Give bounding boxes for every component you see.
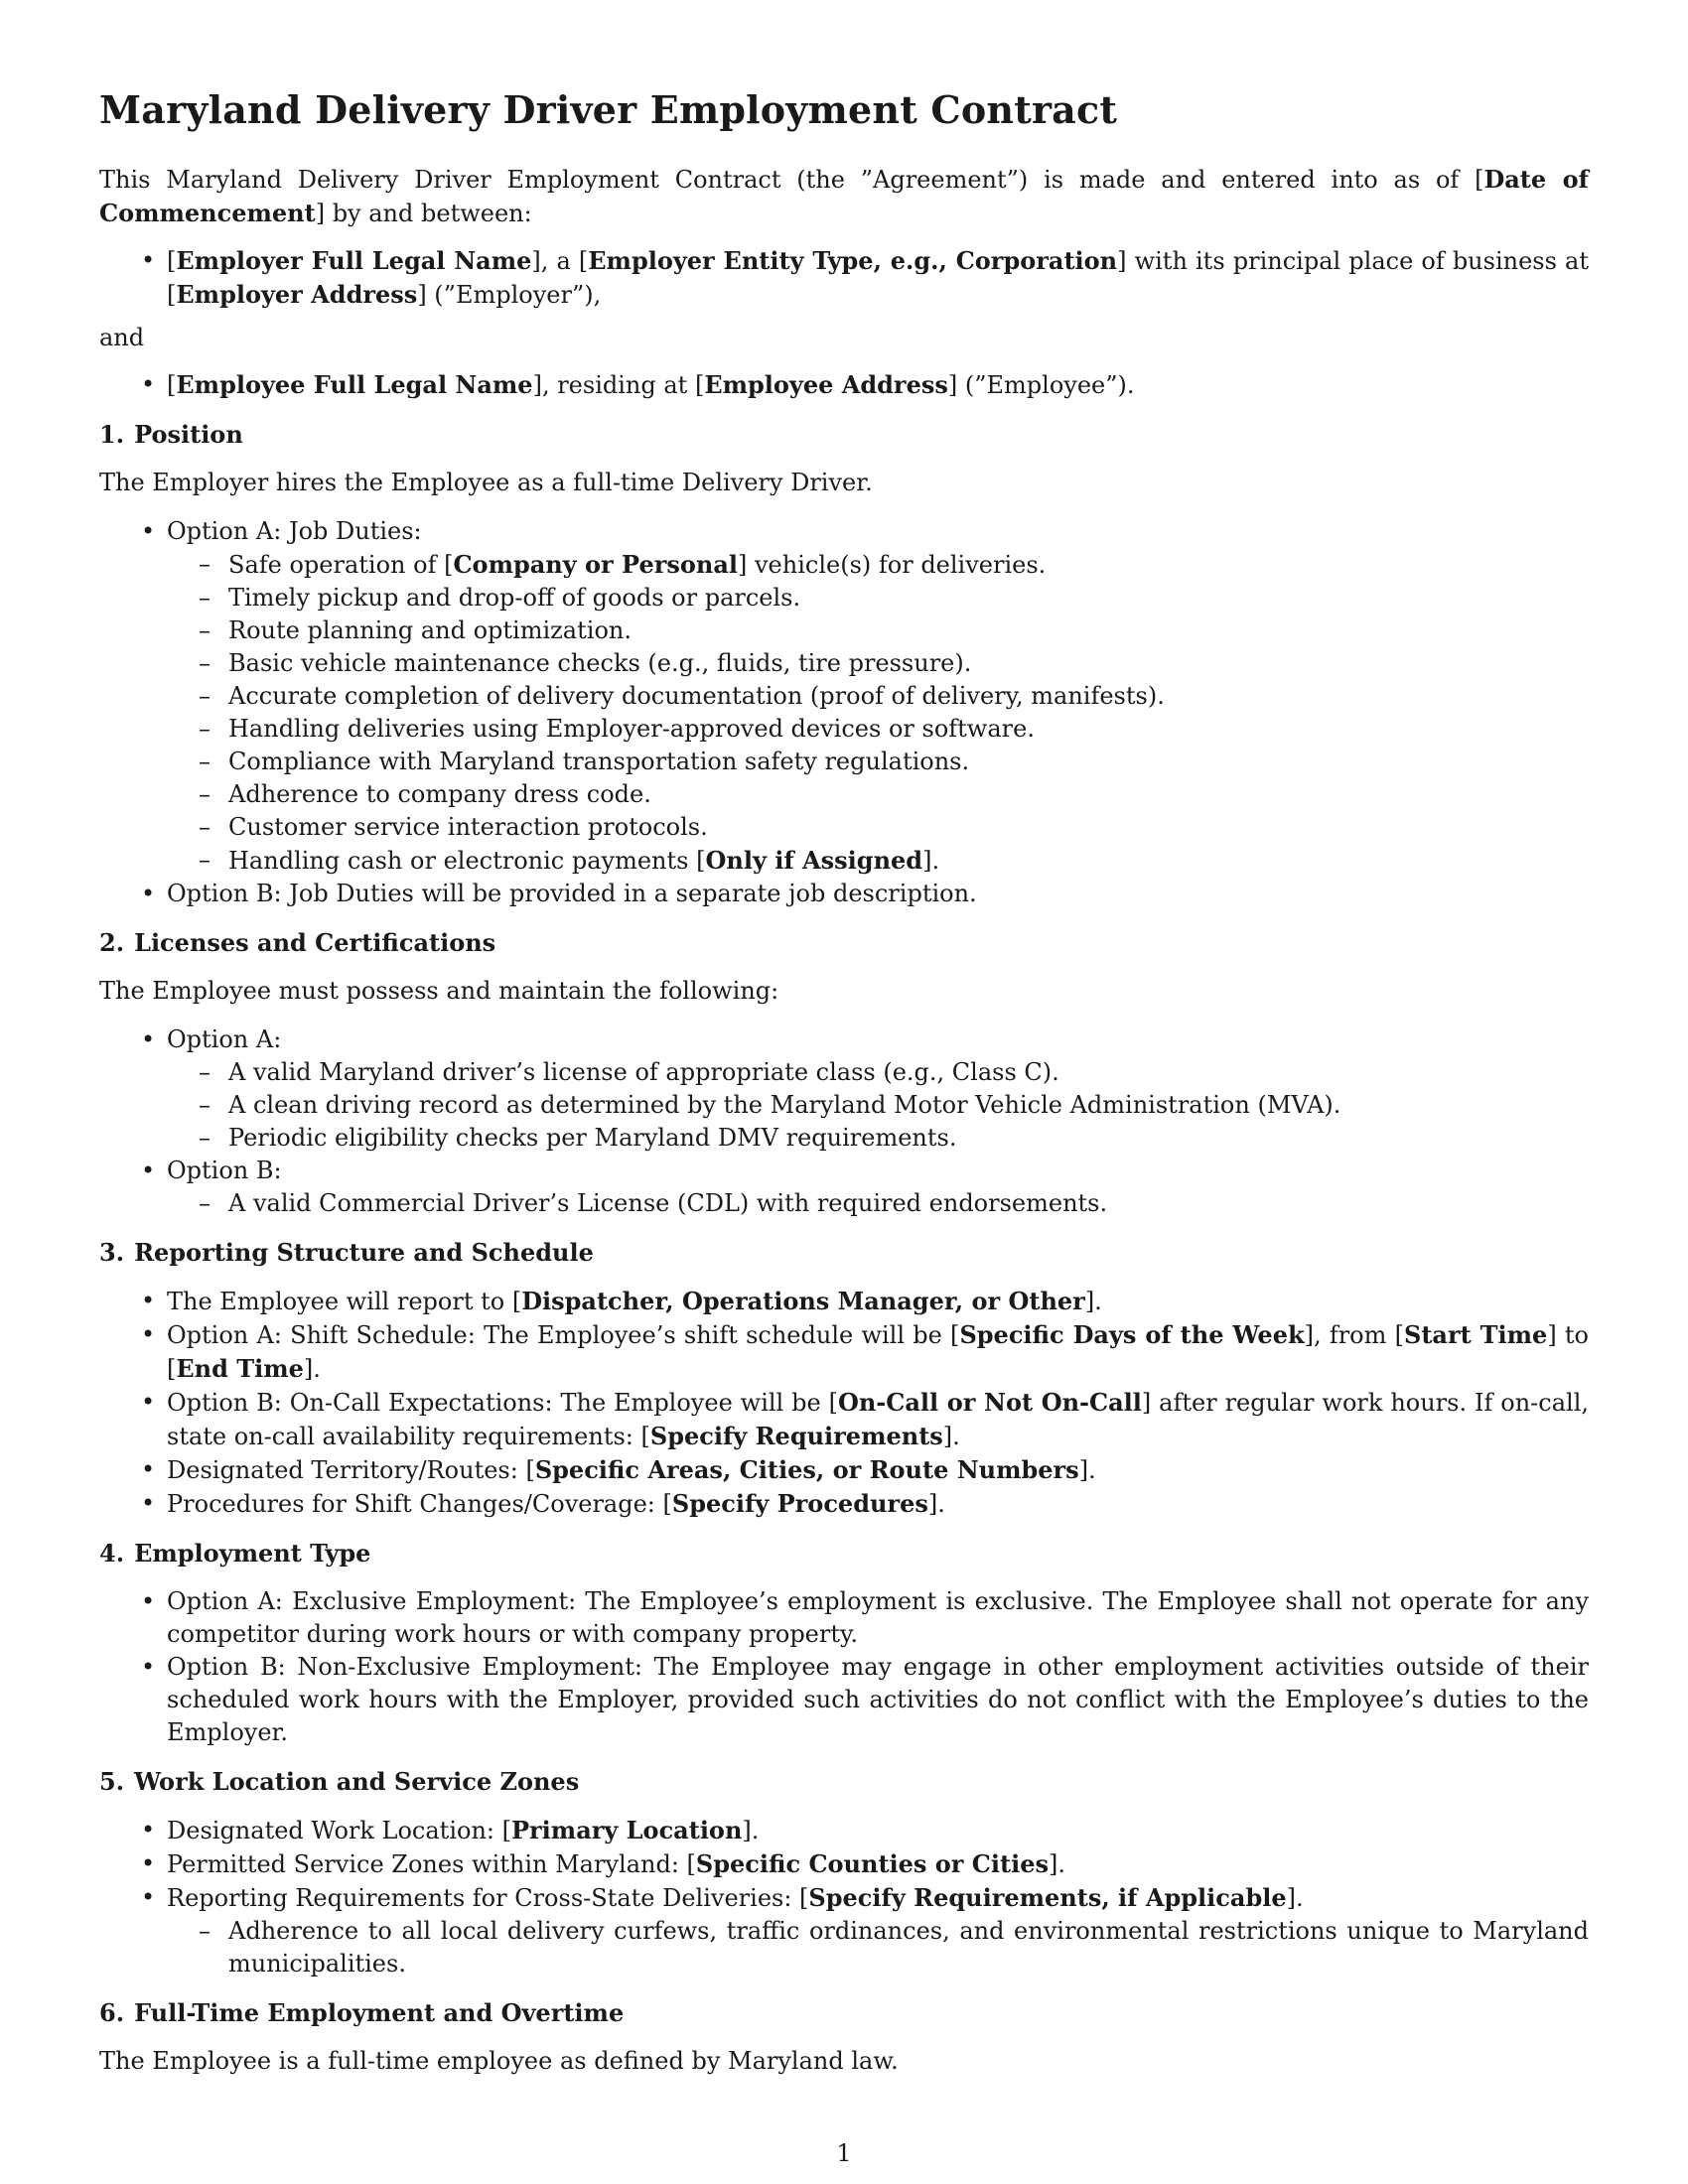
section-number: 2. (99, 928, 125, 957)
text: Reporting Requirements for Cross-State Deliveries: [ (167, 1884, 809, 1912)
section-2-options (99, 1024, 1589, 1220)
option-a-license-list (167, 1056, 1589, 1155)
section-heading-full-time (99, 1996, 1589, 2029)
section-number: 5. (99, 1767, 125, 1796)
text: Option A: Shift Schedule: The Employee’s shift schedule will be [ (167, 1321, 960, 1349)
section-heading-employment-type (99, 1537, 1589, 1570)
page-number: 1 (836, 2139, 852, 2167)
text: ]. (1286, 1884, 1304, 1912)
section-number: 6. (99, 1998, 125, 2027)
text: ]. (922, 847, 940, 875)
text: ] with its principal place of business at [ (167, 247, 1589, 309)
text: Designated Work Location: [ (167, 1817, 511, 1844)
text: ]. (942, 1423, 960, 1450)
section-heading-position (99, 418, 1589, 451)
option-a-licenses (99, 1024, 1589, 1155)
text: Option B: On-Call Expectations: The Employee will be [ (167, 1389, 838, 1417)
section-heading-reporting (99, 1236, 1589, 1269)
placeholder-procedures: Specify Procedures (671, 1489, 928, 1518)
text: ] (”Employer”), (417, 281, 602, 309)
list-item: – Periodic eligibility checks per Maryland DMV requirements. (167, 1122, 1589, 1155)
placeholder-start-time: Start Time (1404, 1320, 1548, 1349)
placeholder-employee-address: Employee Address (704, 370, 948, 399)
option-label: Option A: (167, 1025, 282, 1053)
option-a-job-duties (99, 515, 1589, 878)
placeholder-cross-state-requirements: Specify Requirements, if Applicable (808, 1883, 1287, 1912)
section-2-text: The Employee must possess and maintain the following: (99, 977, 779, 1005)
placeholder-primary-location: Primary Location (510, 1816, 743, 1844)
list-item: – Basic vehicle maintenance checks (e.g., fluids, tire pressure). (167, 647, 1589, 680)
section-title: Full-Time Employment and Overtime (134, 1998, 625, 2027)
intro-text: ] by and between: (315, 200, 532, 227)
section-4-list (99, 1585, 1589, 1749)
section-title: Licenses and Certifications (134, 928, 496, 957)
list-item (99, 1453, 1589, 1487)
list-item (99, 1487, 1589, 1521)
section-number: 3. (99, 1238, 125, 1267)
section-1-text: The Employer hires the Employee as a full-time Delivery Driver. (99, 469, 873, 496)
list-item: – Route planning and optimization. (167, 614, 1589, 647)
placeholder-date-of-commencement: Date of Commencement (99, 165, 1590, 227)
section-title: Work Location and Service Zones (134, 1767, 580, 1796)
placeholder-employer-name: Employer Full Legal Name (176, 246, 532, 275)
section-title: Employment Type (134, 1539, 371, 1568)
text: [ (167, 371, 177, 399)
option-b-job-description: • Option B: Job Duties will be provided in a separate job description. (99, 878, 1589, 910)
text: Safe operation of [ (228, 551, 454, 579)
placeholder-employer-entity-type: Employer Entity Type, e.g., Corporation (588, 246, 1118, 275)
option-label: Option A: Job Duties: (167, 517, 422, 545)
placeholder-report-to: Dispatcher, Operations Manager, or Other (521, 1287, 1085, 1315)
text: ]. (1049, 1850, 1065, 1878)
list-item (99, 1814, 1589, 1847)
placeholder-requirements: Specify Requirements (649, 1422, 943, 1450)
placeholder-on-call: On-Call or Not On-Call (837, 1388, 1142, 1417)
section-5-list (99, 1814, 1589, 1980)
and-connector: and (99, 324, 145, 351)
section-number: 4. (99, 1539, 125, 1568)
list-item (167, 548, 1589, 582)
section-3-list (99, 1285, 1589, 1521)
text: The Employee will report to [ (167, 1288, 522, 1315)
text: ]. (303, 1355, 321, 1383)
placeholder-employer-address: Employer Address (176, 280, 418, 309)
text: ]. (742, 1817, 760, 1844)
section-title: Reporting Structure and Schedule (134, 1238, 594, 1267)
section-number: 1. (99, 420, 125, 449)
party-employee (99, 368, 1589, 402)
list-item: – Customer service interaction protocols. (167, 811, 1589, 844)
list-item: – A clean driving record as determined by the Maryland Motor Vehicle Administration (MVA). (167, 1089, 1589, 1122)
text: [ (167, 247, 177, 275)
text: Procedures for Shift Changes/Coverage: [ (167, 1490, 672, 1518)
list-item: – Timely pickup and drop-off of goods or parcels. (167, 582, 1589, 614)
text: ]. (1084, 1288, 1102, 1315)
list-item: – A valid Commercial Driver’s License (CDL) with required endorsements. (167, 1187, 1589, 1220)
intro-paragraph (99, 163, 1589, 230)
job-duties-list (167, 548, 1589, 878)
list-item (99, 1847, 1589, 1881)
placeholder-end-time: End Time (176, 1354, 304, 1383)
placeholder-vehicle-type: Company or Personal (453, 550, 738, 579)
text: ] after regular work hours. If on-call, state on-call availability requirements: [ (167, 1389, 1589, 1450)
option-label: Option B: (167, 1157, 282, 1184)
placeholder-employee-name: Employee Full Legal Name (176, 370, 533, 399)
list-item: – Accurate completion of delivery documentation (proof of delivery, manifests). (167, 680, 1589, 713)
section-heading-licenses (99, 926, 1589, 959)
list-item (167, 844, 1589, 878)
document-title: Maryland Delivery Driver Employment Contract (99, 87, 1118, 132)
list-item: – Adherence to all local delivery curfews, traffic ordinances, and environmental restrictions unique to Maryland municipalities. (167, 1915, 1589, 1980)
text: ]. (1078, 1456, 1096, 1484)
list-item: • Option A: Exclusive Employment: The Employee’s employment is exclusive. The Employee shall not operate for any competitor during work hours or with company property. (99, 1585, 1589, 1651)
section-1-options (99, 515, 1589, 910)
list-item (99, 1881, 1589, 1980)
party-employer (99, 244, 1589, 312)
list-item (99, 1318, 1589, 1386)
section-heading-work-location (99, 1765, 1589, 1798)
list-item: – Handling deliveries using Employer-approved devices or software. (167, 713, 1589, 746)
option-b-licenses (99, 1155, 1589, 1220)
placeholder-only-if-assigned: Only if Assigned (705, 846, 923, 875)
intro-text: This Maryland Delivery Driver Employment Contract (the ”Agreement”) is made and entered into as of [ (99, 166, 1484, 194)
parties-employer-list (99, 244, 1589, 312)
text: Permitted Service Zones within Maryland: [ (167, 1850, 696, 1878)
section-title: Position (134, 420, 243, 449)
list-item (99, 1386, 1589, 1453)
parties-employee-list (99, 368, 1589, 402)
text: Designated Territory/Routes: [ (167, 1456, 535, 1484)
placeholder-counties-cities: Specific Counties or Cities (695, 1849, 1049, 1878)
list-item: – Compliance with Maryland transportation safety regulations. (167, 746, 1589, 778)
text: ], a [ (531, 247, 589, 275)
list-item (99, 1285, 1589, 1318)
text: ], residing at [ (532, 371, 705, 399)
list-item: • Option B: Non-Exclusive Employment: The Employee may engage in other employment activities outside of their scheduled work hours with the Employer, provided such activities do not conflict with the Employee’s duties to the Employer. (99, 1651, 1589, 1749)
list-item: – A valid Maryland driver’s license of appropriate class (e.g., Class C). (167, 1056, 1589, 1089)
placeholder-days: Specific Days of the Week (959, 1320, 1305, 1349)
text: ] (”Employee”). (947, 371, 1135, 399)
text: Handling cash or electronic payments [ (228, 847, 706, 875)
list-item: – Adherence to company dress code. (167, 778, 1589, 811)
text: ] vehicle(s) for deliveries. (738, 551, 1047, 579)
text: ], from [ (1304, 1321, 1404, 1349)
text: ]. (927, 1490, 945, 1518)
section-5-sublist (167, 1915, 1589, 1980)
document-page (99, 87, 1589, 2094)
option-b-license-list (167, 1187, 1589, 1220)
text: ] to [ (167, 1321, 1590, 1383)
placeholder-territory: Specific Areas, Cities, or Route Numbers (534, 1455, 1079, 1484)
section-6-text: The Employee is a full-time employee as defined by Maryland law. (99, 2047, 899, 2075)
